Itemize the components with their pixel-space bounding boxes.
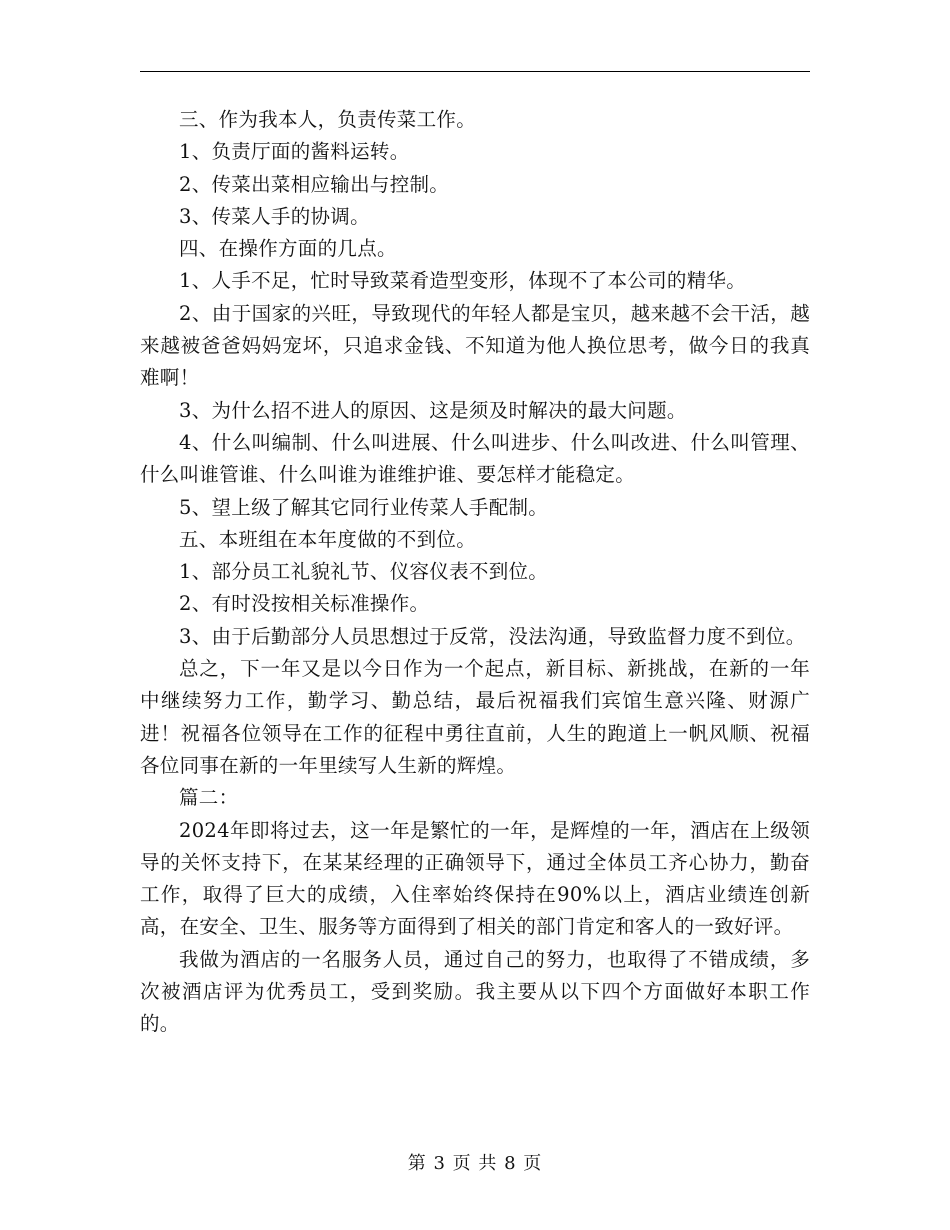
paragraph: 篇二： (179, 786, 239, 810)
paragraph: 1、负责厅面的酱料运转。 (179, 140, 410, 164)
paragraph: 5、望上级了解其它同行业传菜人手配制。 (179, 495, 549, 519)
paragraph: 3、传菜人手的协调。 (179, 204, 370, 228)
paragraph: 2、由于国家的兴旺，导致现代的年轻人都是宝贝，越来越不会干活，越来越被爸爸妈妈宠坏，只追求金钱、不知道为他人换位思考，做今日的我真难啊！ (140, 301, 810, 390)
page-number: 第 3 页 共 8 页 (407, 1153, 543, 1174)
paragraph: 4、什么叫编制、什么叫进展、什么叫进步、什么叫改进、什么叫管理、什么叫谁管谁、什么叫谁为谁维护谁、要怎样才能稳定。 (140, 430, 810, 487)
paragraph: 我做为酒店的一名服务人员，通过自己的努力，也取得了不错成绩，多次被酒店评为优秀员工，受到奖励。我主要从以下四个方面做好本职工作的。 (140, 947, 810, 1036)
paragraph: 1、人手不足，忙时导致菜肴造型变形，体现不了本公司的精华。 (179, 269, 747, 293)
document-body (140, 104, 810, 1041)
paragraph: 总之，下一年又是以今日作为一个起点，新目标、新挑战，在新的一年中继续努力工作，勤学习、勤总结，最后祝福我们宾馆生意兴隆、财源广进！祝福各位领导在工作的征程中勇往直前，人生的跑道上一帆风顺、祝福各位同事在新的一年里续写人生新的辉煌。 (140, 657, 810, 777)
paragraph: 2、有时没按相关标准操作。 (179, 592, 430, 616)
paragraph: 1、部分员工礼貌礼节、仪容仪表不到位。 (179, 560, 549, 584)
paragraph: 3、由于后勤部分人员思想过于反常，没法沟通，导致监督力度不到位。 (179, 624, 806, 648)
paragraph: 三、作为我本人，负责传菜工作。 (179, 108, 477, 131)
header-rule (140, 71, 810, 72)
paragraph: 四、在操作方面的几点。 (179, 237, 397, 261)
paragraph: 2024年即将过去，这一年是繁忙的一年，是辉煌的一年，酒店在上级领导的关怀支持下，在某某经理的正确领导下，通过全体员工齐心协力，勤奋工作，取得了巨大的成绩，入住率始终保持在90%以上，酒店业绩连创新高，在安全、卫生、服务等方面得到了相关的部门肯定和客人的一致好评。 (140, 818, 810, 939)
paragraph: 五、本班组在本年度做的不到位。 (179, 527, 477, 551)
paragraph: 2、传菜出菜相应输出与控制。 (179, 172, 450, 196)
paragraph: 3、为什么招不进人的原因、这是须及时解决的最大问题。 (179, 398, 687, 422)
